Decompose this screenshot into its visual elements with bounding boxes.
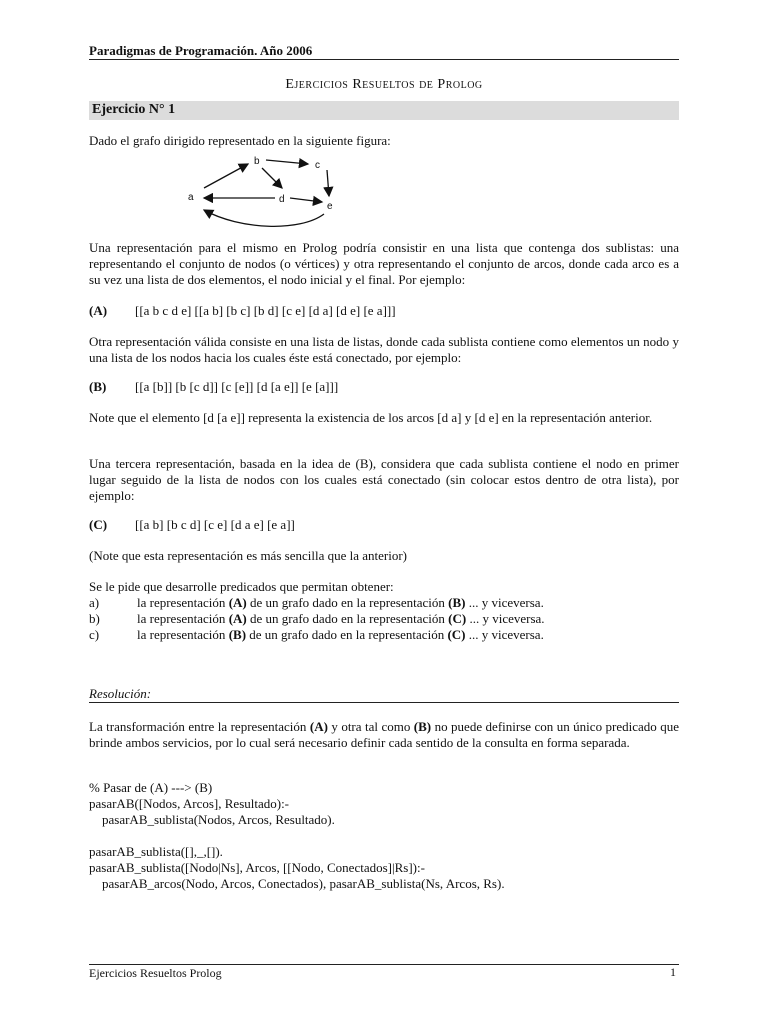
footer-rule: [89, 964, 679, 965]
edge-b-d: [262, 168, 282, 188]
representation-b-value: [[a [b]] [b [c d]] [c [e]] [d [a e]] [e [a]]]: [135, 379, 339, 394]
resolution-heading: Resolución:: [89, 686, 152, 701]
graph-node-c: c: [315, 160, 320, 171]
paragraph-representation-c: Una tercera representación, basada en la idea de (B), considera que cada sublista contiene el nodo en primer lugar seguido de la lista de nodos con los cuales está conectado (sin colocar estos dentro de otra lista), por ejemplo:: [89, 456, 679, 503]
section-bar: [89, 101, 679, 120]
page-number: 1: [670, 965, 676, 979]
graph-node-a: a: [188, 192, 194, 203]
edge-c-e: [327, 170, 329, 196]
code-line: pasarAB_sublista([Nodo|Ns], Arcos, [[Nodo, Conectados]|Rs]):-: [89, 860, 425, 875]
edge-e-a: [204, 210, 324, 226]
task-item: b) la representación (A) de un grafo dado en la representación (C) ... y viceversa.: [89, 611, 545, 626]
footer-title: Ejercicios Resueltos Prolog: [89, 966, 222, 980]
representation-b: [89, 379, 338, 395]
paragraph-note: Note que el elemento [d [a e]] representa la existencia de los arcos [d a] y [d e] en la representación anterior.: [89, 410, 653, 425]
representation-c-value: [[a b] [b c d] [c e] [d a e] [e a]]: [135, 517, 295, 532]
resolution-paragraph: La transformación entre la representación (A) y otra tal como (B) no puede definirse con un único predicado que brinde ambos servicios, por lo cual será necesario definir cada sentido de la consulta en forma separada.: [89, 719, 680, 750]
section-heading: Ejercicio N° 1: [92, 102, 176, 117]
paragraph-representation-b: Otra representación válida consiste en una lista de listas, donde cada sublista contiene como elementos un nodo y una lista de los nodos hacia los cuales éste está conectado, por ejemplo:: [89, 334, 679, 365]
graph-node-b: b: [254, 156, 260, 167]
representation-a: [89, 303, 396, 319]
document-title: Ejercicios Resueltos de Prolog: [285, 77, 483, 92]
header-rule: [89, 59, 679, 60]
representation-c: [89, 517, 295, 533]
intro-text: Dado el grafo dirigido representado en la siguiente figura:: [89, 133, 391, 148]
directed-graph-figure: [180, 152, 350, 232]
edge-a-b: [204, 164, 248, 188]
task-item: a) la representación (A) de un grafo dado en la representación (B) ... y viceversa.: [89, 595, 544, 610]
paragraph-representation-a: Una representación para el mismo en Prolog podría consistir en una lista que contenga dos sublistas: una representando el conjunto de nodos (o vértices) y otra representando el conjunto de arcos, donde cada arco es a su vez una lista de dos elementos, el nodo inicial y el final. Por ejemplo:: [89, 240, 679, 287]
paragraph-task-intro: Se le pide que desarrolle predicados que permitan obtener:: [89, 579, 394, 594]
code-line: % Pasar de (A) ---> (B): [89, 780, 213, 795]
representation-c-tag: (C): [89, 517, 108, 532]
graph-node-d: d: [279, 194, 285, 205]
code-line: pasarAB_arcos(Nodo, Arcos, Conectados), pasarAB_sublista(Ns, Arcos, Rs).: [89, 876, 505, 891]
representation-a-tag: (A): [89, 303, 108, 318]
task-item: c) la representación (B) de un grafo dado en la representación (C) ... y viceversa.: [89, 627, 544, 642]
code-line: pasarAB([Nodos, Arcos], Resultado):-: [89, 796, 290, 811]
graph-node-e: e: [327, 201, 333, 212]
edge-b-c: [266, 160, 308, 164]
running-header: Paradigmas de Programación. Año 2006: [89, 43, 313, 58]
code-line: pasarAB_sublista(Nodos, Arcos, Resultado).: [89, 812, 335, 827]
code-line: pasarAB_sublista([],_,[]).: [89, 844, 223, 859]
paragraph-simpler-note: (Note que esta representación es más sencilla que la anterior): [89, 548, 407, 563]
representation-a-value: [[a b c d e] [[a b] [b c] [b d] [c e] [d a] [d e] [e a]]]: [135, 303, 396, 318]
resolution-rule: [89, 702, 679, 703]
edge-d-e: [290, 198, 322, 202]
representation-b-tag: (B): [89, 379, 107, 394]
